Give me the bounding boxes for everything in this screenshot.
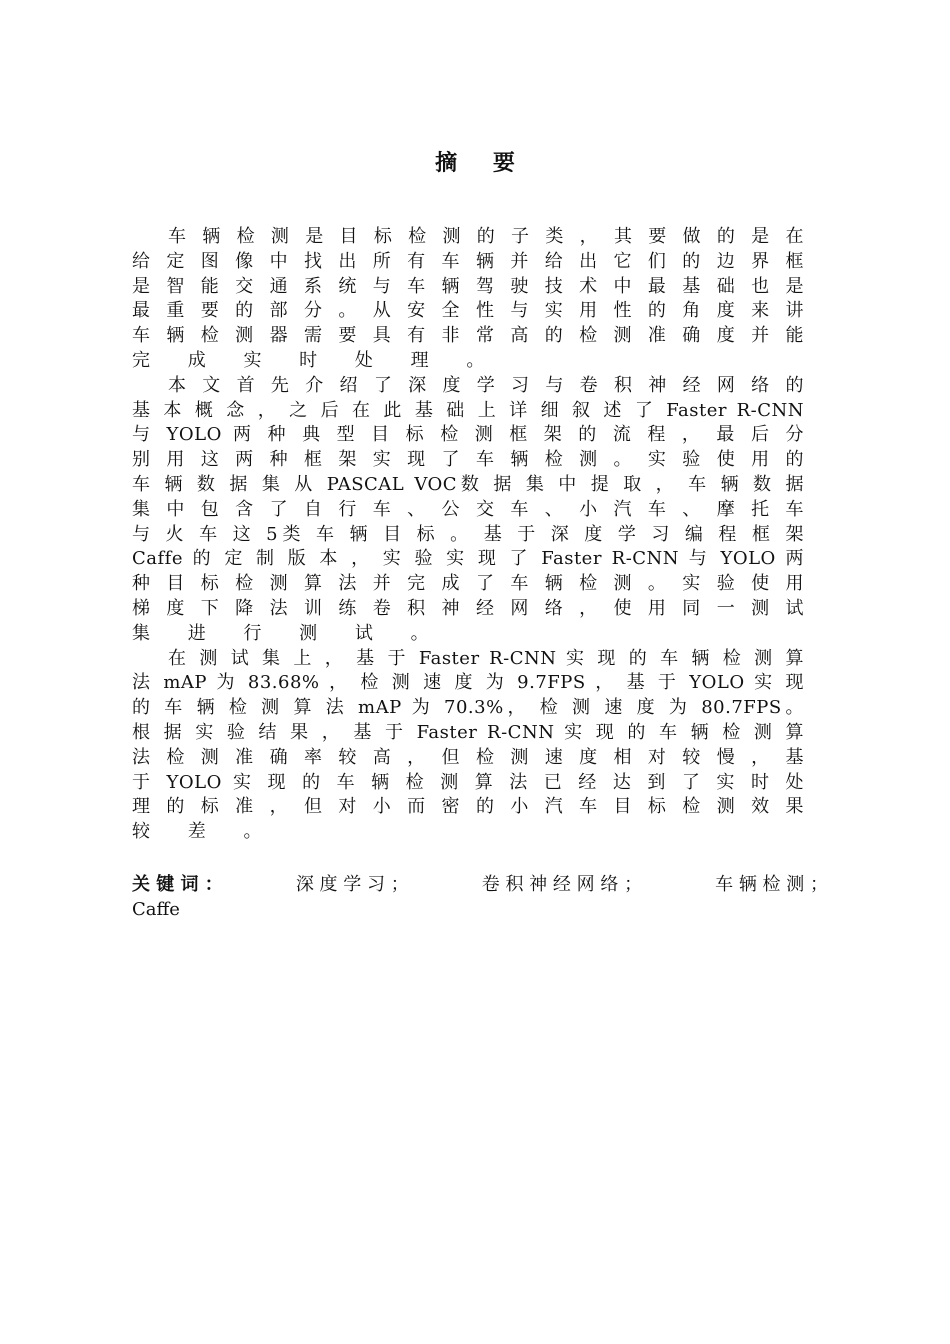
keyword-item: 卷 积 神 经 网 络 ； [481,874,643,895]
text-line: 车 辆 数 据 集 从 PASCAL VOC数 据 集 中 提 取 ， 车 辆 数 据 [132,473,804,495]
paragraph [132,374,804,647]
text-line: 与 火 车 这 5类 车 辆 目 标 。 基 于 深 度 学 习 编 程 框 架 [132,523,804,545]
abstract-body [132,225,804,845]
text-line: Caffe 的 定 制 版 本 ， 实 验 实 现 了 Faster R-CNN 与 YOLO 两 [132,548,804,570]
text-line: 车 辆 检 测 器 需 要 具 有 非 常 高 的 检 测 准 确 度 并 能 [132,325,804,347]
text-line: 与 YOLO 两 种 典 型 目 标 检 测 框 架 的 流 程 ， 最 后 分 [132,424,804,446]
text-line: 梯 度 下 降 法 训 练 卷 积 神 经 网 络 ， 使 用 同 一 测 试 [132,597,804,619]
text-line: 在 测 试 集 上 ， 基 于 Faster R-CNN 实 现 的 车 辆 检 测 算 [168,647,804,669]
page-title: 摘 要 [435,150,529,176]
text-line: 根 据 实 验 结 果 ， 基 于 Faster R-CNN 实 现 的 车 辆 检 测 算 [132,721,804,743]
text-line: 集 中 包 含 了 自 行 车 、 公 交 车 、 小 汽 车 、 摩 托 车 [132,498,804,520]
text-line: 基 本 概 念 ， 之 后 在 此 基 础 上 详 细 叙 述 了 Faster R-CNN [132,399,804,421]
text-line: 于 YOLO 实 现 的 车 辆 检 测 算 法 已 经 达 到 了 实 时 处 [132,771,804,793]
keyword-item: 车 辆 检 测 ； [715,874,828,895]
text-line: 给 定 图 像 中 找 出 所 有 车 辆 并 给 出 它 们 的 边 界 框 [132,250,804,272]
text-line: 车 辆 检 测 是 目 标 检 测 的 子 类 ， 其 要 做 的 是 在 [168,226,804,247]
keyword-item: Caffe [132,898,180,920]
text-line: 别 用 这 两 种 框 架 实 现 了 车 辆 检 测 。 实 验 使 用 的 [132,449,804,471]
keyword-item: 深 度 学 习 ； [295,874,409,895]
text-line: 理 的 标 准 ， 但 对 小 而 密 的 小 汽 车 目 标 检 测 效 果 [132,796,804,818]
keywords [132,873,828,923]
text-line: 集 进 行 测 试 。 [132,622,445,644]
text-line: 法 检 测 准 确 率 较 高 ， 但 检 测 速 度 相 对 较 慢 ， 基 [132,746,804,768]
paragraph [132,647,804,845]
text-line: 最 重 要 的 部 分 。 从 安 全 性 与 实 用 性 的 角 度 来 讲 [132,300,804,322]
text-line: 本 文 首 先 介 绍 了 深 度 学 习 与 卷 积 神 经 网 络 的 [168,374,804,396]
keywords-label: 关 键 词 ： [132,874,223,895]
text-line: 是 智 能 交 通 系 统 与 车 辆 驾 驶 技 术 中 最 基 础 也 是 [132,275,804,297]
text-line: 法 mAP 为 83.68% ， 检 测 速 度 为 9.7FPS ， 基 于 YOLO 实 现 [132,672,804,694]
text-line: 完 成 实 时 处 理 。 [132,349,501,371]
text-line: 较 差 。 [132,821,278,843]
paragraph [132,225,804,374]
text-line: 的 车 辆 检 测 算 法 mAP 为 70.3%， 检 测 速 度 为 80.7FPS。 [132,697,804,719]
keywords-line [132,873,828,898]
text-line: 种 目 标 检 测 算 法 并 完 成 了 车 辆 检 测 。 实 验 使 用 [132,573,804,595]
